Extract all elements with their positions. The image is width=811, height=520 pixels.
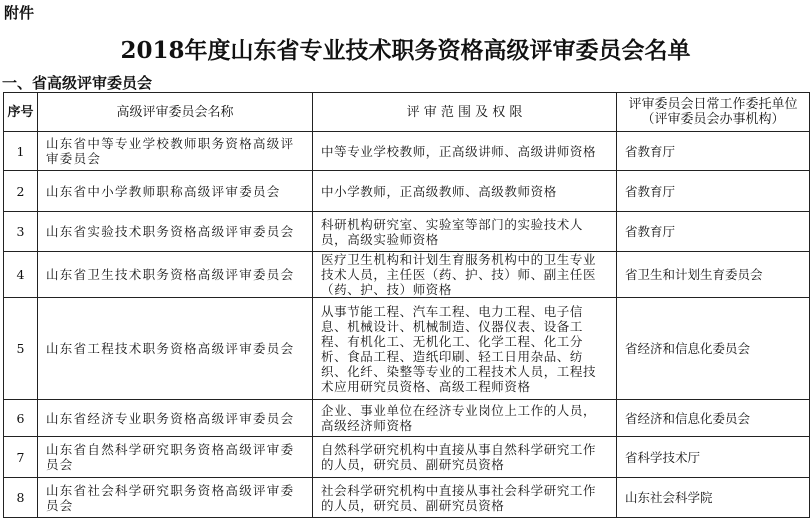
- entrusted-unit: 省教育厅: [617, 132, 810, 171]
- review-scope: 中小学教师，正高级教师、高级教师资格: [313, 171, 617, 212]
- review-scope: 从事节能工程、汽车工程、电力工程、电子信息、机械设计、机械制造、仪器仪表、设备工程、有机化工、无机化工、化学工程、化工分析、食品工程、造纸印刷、轻工日用杂品、纺织、化纤、染整等专业的工程技术人员，工程技术应用研究员资格、高级工程师资格: [313, 298, 617, 400]
- header-scope: 评 审 范 围 及 权 限: [313, 93, 617, 132]
- entrusted-unit: 省教育厅: [617, 171, 810, 212]
- review-scope: 中等专业学校教师，正高级讲师、高级讲师资格: [313, 132, 617, 171]
- table-row: [4, 252, 810, 298]
- row-index: 5: [4, 298, 38, 400]
- section-heading: 一、省高级评审委员会: [2, 74, 153, 92]
- table-row: [4, 478, 810, 518]
- entrusted-unit: 省教育厅: [617, 212, 810, 252]
- table-row: [4, 171, 810, 212]
- committee-table: [3, 92, 810, 518]
- review-scope: 医疗卫生机构和计划生育服务机构中的卫生专业技术人员，主任医（药、护、技）师、副主任医（药、护、技）师资格: [313, 252, 617, 298]
- table-row: [4, 437, 810, 478]
- committee-name: 山东省实验技术职务资格高级评审委员会: [38, 212, 313, 252]
- header-unit: [617, 93, 810, 132]
- entrusted-unit: 省卫生和计划生育委员会: [617, 252, 810, 298]
- committee-name: 山东省卫生技术职务资格高级评审委员会: [38, 252, 313, 298]
- review-scope: 自然科学研究机构中直接从事自然科学研究工作的人员，研究员、副研究员资格: [313, 437, 617, 478]
- review-scope: 企业、事业单位在经济专业岗位上工作的人员，高级经济师资格: [313, 400, 617, 437]
- entrusted-unit: 省科学技术厅: [617, 437, 810, 478]
- review-scope: 社会科学研究机构中直接从事社会科学研究工作的人员，研究员、副研究员资格: [313, 478, 617, 518]
- committee-name: 山东省中等专业学校教师职务资格高级评审委员会: [38, 132, 313, 171]
- committee-name: 山东省中小学教师职称高级评审委员会: [38, 171, 313, 212]
- document-title: 2018年度山东省专业技术职务资格高级评审委员会名单: [120, 37, 691, 64]
- committee-name: 山东省自然科学研究职务资格高级评审委员会: [38, 437, 313, 478]
- committee-name: 山东省经济专业职务资格高级评审委员会: [38, 400, 313, 437]
- header-index: 序号: [4, 93, 38, 132]
- row-index: 6: [4, 400, 38, 437]
- committee-name: 山东省社会科学研究职务资格高级评审委员会: [38, 478, 313, 518]
- row-index: 2: [4, 171, 38, 212]
- table-row: [4, 298, 810, 400]
- row-index: 8: [4, 478, 38, 518]
- row-index: 3: [4, 212, 38, 252]
- row-index: 7: [4, 437, 38, 478]
- table-row: [4, 400, 810, 437]
- row-index: 1: [4, 132, 38, 171]
- header-unit-line1: 评审委员会日常工作委托单位: [628, 97, 798, 112]
- header-name: 高级评审委员会名称: [38, 93, 313, 132]
- review-scope: 科研机构研究室、实验室等部门的实验技术人员，高级实验师资格: [313, 212, 617, 252]
- table-header-row: [4, 93, 810, 132]
- header-unit-line2: （评审委员会办事机构）: [641, 112, 785, 127]
- entrusted-unit: 省经济和信息化委员会: [617, 400, 810, 437]
- committee-name: 山东省工程技术职务资格高级评审委员会: [38, 298, 313, 400]
- attachment-label: 附件: [4, 4, 35, 22]
- table-row: [4, 132, 810, 171]
- row-index: 4: [4, 252, 38, 298]
- entrusted-unit: 山东社会科学院: [617, 478, 810, 518]
- entrusted-unit: 省经济和信息化委员会: [617, 298, 810, 400]
- table-row: [4, 212, 810, 252]
